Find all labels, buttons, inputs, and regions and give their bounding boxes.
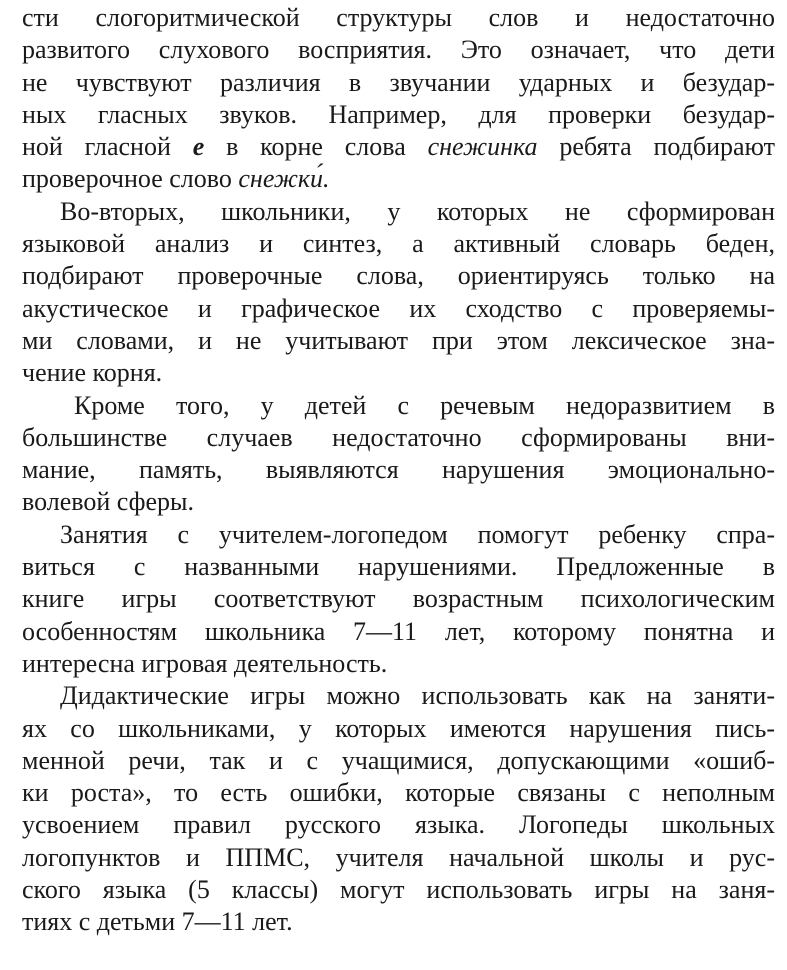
text-run: интересна игровая деятельность. xyxy=(22,648,388,678)
text-run: книге игры соответствуют возрастным психологическим xyxy=(22,584,775,614)
text-line xyxy=(22,390,775,422)
text-run: мание, память, выявляются нарушения эмоционально- xyxy=(22,455,775,485)
text-run: Занятия с учителем-логопедом помогут ребенку спра- xyxy=(60,519,775,549)
text-run: не чувствуют различия в звучании ударных и безудар- xyxy=(22,67,775,97)
text-run: виться с названными нарушениями. Предложенные в xyxy=(22,552,775,582)
paragraph-p1 xyxy=(22,2,775,196)
text-run: тиях с детьми 7—11 лет. xyxy=(22,907,293,937)
text-run: логопунктов и ППМС, учителя начальной школы и рус- xyxy=(22,842,775,872)
text-run: ми словами, и не учитывают при этом лексическое зна- xyxy=(22,325,775,355)
text-line xyxy=(22,357,775,389)
text-line xyxy=(22,67,775,99)
emphasized-word: снежинка xyxy=(427,132,538,162)
text-line xyxy=(22,713,775,745)
text-line xyxy=(22,680,775,712)
text-run: большинстве случаев недостаточно сформированы вни- xyxy=(22,422,775,452)
text-run: Дидактические игры можно использовать как на заняти- xyxy=(60,681,775,711)
text-line xyxy=(22,2,775,34)
paragraph-p5 xyxy=(22,680,775,938)
body-text xyxy=(22,0,775,939)
text-run: волевой сферы. xyxy=(22,487,194,517)
text-run: ных гласных звуков. Например, для проверки безудар- xyxy=(22,99,775,129)
text-line xyxy=(22,874,775,906)
text-run: усвоением правил русского языка. Логопеды школьных xyxy=(22,810,775,840)
paragraph-p4 xyxy=(22,519,775,680)
text-line xyxy=(22,293,775,325)
paragraph-p3 xyxy=(22,390,775,519)
text-run: сти слогоритмической структуры слов и недостаточно xyxy=(22,3,775,32)
text-run: особенностям школьника 7—11 лет, которому понятна и xyxy=(22,616,775,646)
text-run: ной гласной xyxy=(22,132,193,162)
text-line xyxy=(22,163,775,195)
text-line xyxy=(22,131,775,163)
text-line xyxy=(22,809,775,841)
text-line xyxy=(22,906,775,938)
text-line xyxy=(22,260,775,292)
text-run: ребята подбирают xyxy=(537,132,775,162)
text-run: подбирают проверочные слова, ориентируясь только на xyxy=(22,261,775,291)
text-line xyxy=(22,228,775,260)
emphasized-word: снежки́. xyxy=(238,164,330,194)
text-line xyxy=(22,99,775,131)
text-line xyxy=(22,519,775,551)
text-line xyxy=(22,34,775,66)
text-line xyxy=(22,583,775,615)
text-run: Во-вторых, школьники, у которых не сформирован xyxy=(60,196,775,226)
text-line xyxy=(22,454,775,486)
text-run: развитого слухового восприятия. Это означает, что дети xyxy=(22,35,775,65)
text-line xyxy=(22,616,775,648)
text-line xyxy=(22,745,775,777)
text-line xyxy=(22,777,775,809)
text-run: ского языка (5 классы) могут использовать игры на заня- xyxy=(22,875,775,905)
text-line xyxy=(22,551,775,583)
text-run: Кроме того, у детей с речевым недоразвитием в xyxy=(74,390,775,420)
text-run: языковой анализ и синтез, а активный словарь беден, xyxy=(22,229,775,259)
text-line xyxy=(22,325,775,357)
text-line xyxy=(22,486,775,518)
text-run: акустическое и графическое их сходство с проверяемы- xyxy=(22,293,775,323)
paragraph-p2 xyxy=(22,196,775,390)
text-run: ях со школьниками, у которых имеются нарушения пись- xyxy=(22,713,775,743)
text-line xyxy=(22,648,775,680)
emphasized-word: е xyxy=(192,132,205,162)
text-line xyxy=(22,196,775,228)
text-run: проверочное слово xyxy=(22,164,239,194)
text-line xyxy=(22,842,775,874)
text-run: чение корня. xyxy=(22,358,163,388)
text-run: в корне слова xyxy=(204,132,428,162)
text-run: ки роста», то есть ошибки, которые связаны с неполным xyxy=(22,778,775,808)
text-line xyxy=(22,422,775,454)
text-run: менной речи, так и с учащимися, допускающими «ошиб- xyxy=(22,745,775,775)
